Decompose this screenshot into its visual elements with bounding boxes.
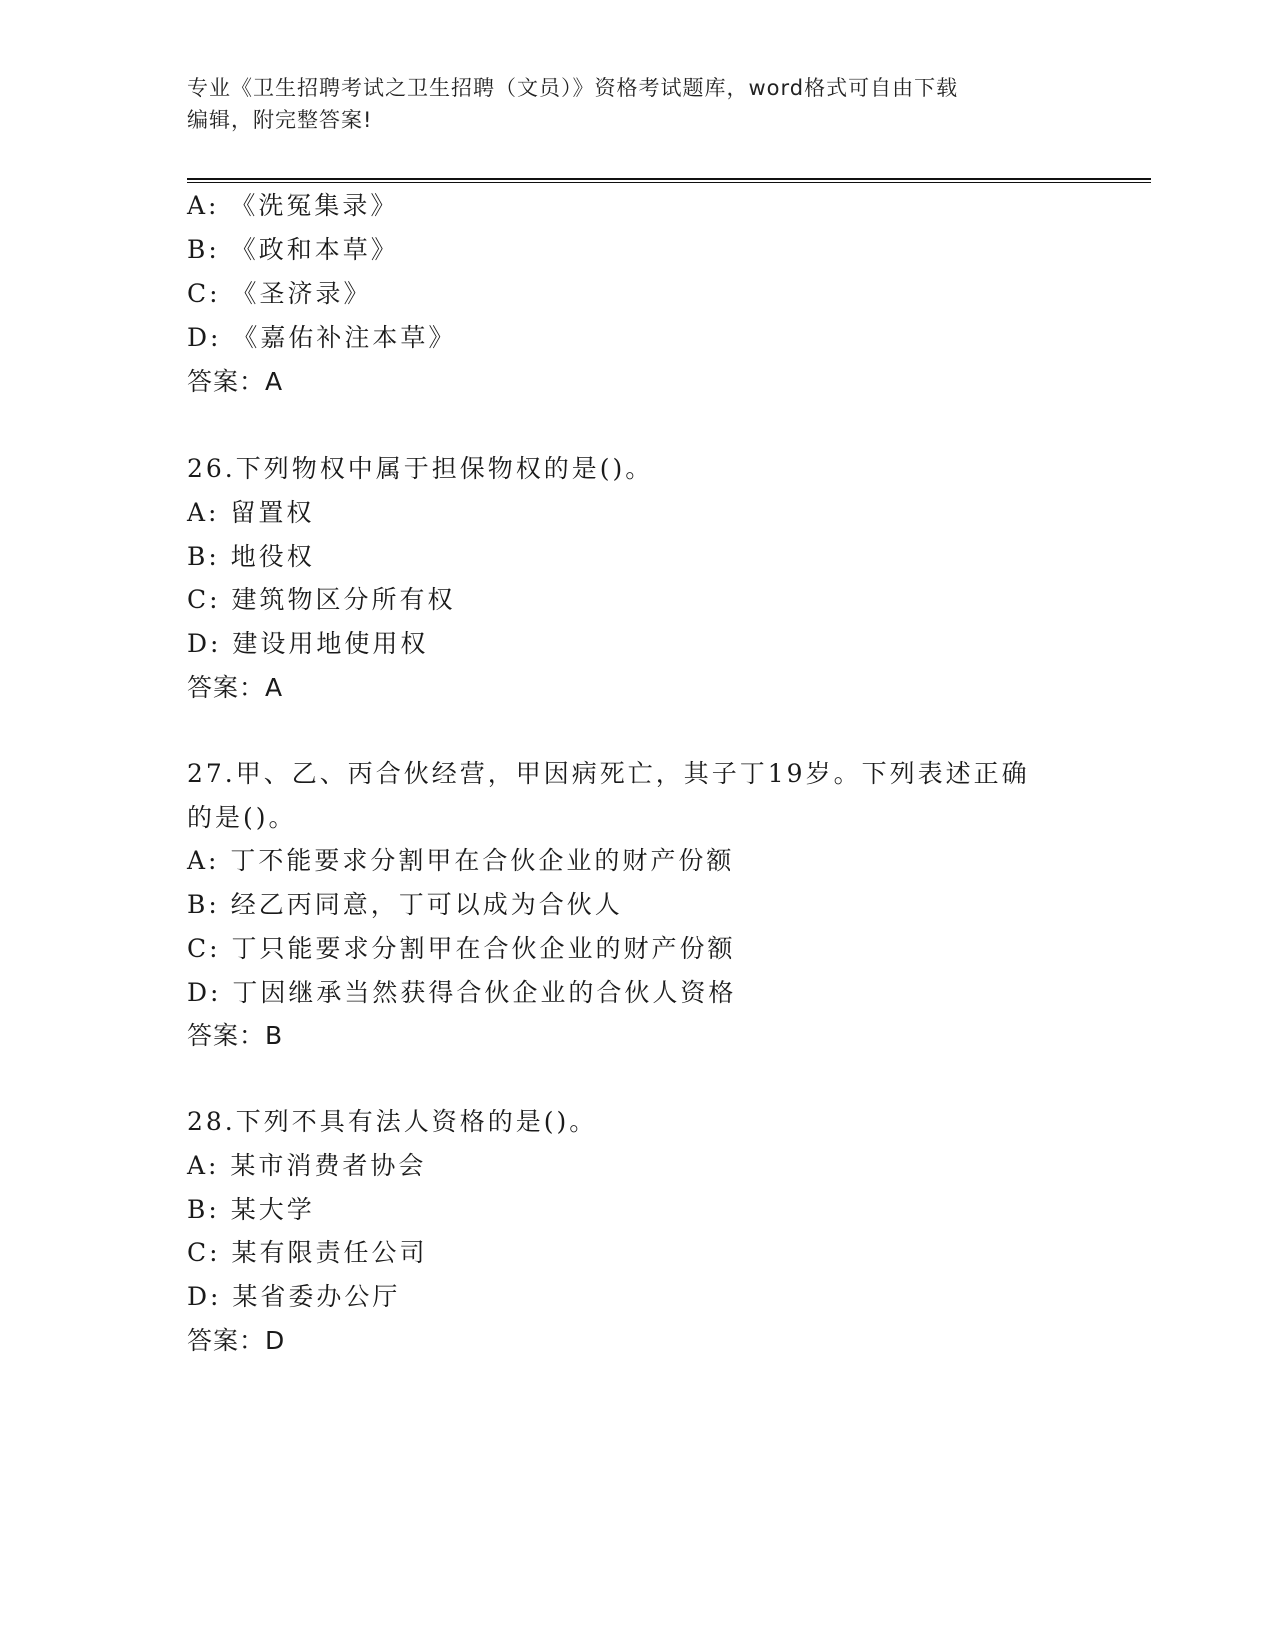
q26-option-d: D: 建设用地使用权 [187,629,429,658]
q26-option-b: B: 地役权 [187,542,315,571]
q28-option-c: C: 某有限责任公司 [187,1238,428,1267]
q25-option-a: A: 《洗冤集录》 [187,191,399,220]
q26-answer: 答案：A [187,673,284,702]
q28-option-d: D: 某省委办公厅 [187,1282,401,1311]
q27-answer: 答案：B [187,1021,284,1050]
q28-answer: 答案：D [187,1326,286,1355]
q26-question: 26.下列物权中属于担保物权的是()。 [187,454,654,483]
q27-question-line-1: 27.甲、乙、丙合伙经营，甲因病死亡，其子丁19岁。下列表述正确 [187,759,1030,788]
q25-answer: 答案：A [187,367,284,396]
q27-option-d: D: 丁因继承当然获得合伙企业的合伙人资格 [187,978,737,1007]
document-header [187,72,1147,136]
header-title-line-1: 专业《卫生招聘考试之卫生招聘（文员）》资格考试题库，word格式可自由下载 [187,76,959,100]
q27-question-line-2: 的是()。 [187,803,297,832]
header-divider [187,178,1151,183]
q28-question: 28.下列不具有法人资格的是()。 [187,1107,598,1136]
q28-option-a: A: 某市消费者协会 [187,1151,427,1180]
q25-option-d: D: 《嘉佑补注本草》 [187,323,457,352]
q27-option-a: A: 丁不能要求分割甲在合伙企业的财产份额 [187,846,735,875]
q27-option-b: B: 经乙丙同意，丁可以成为合伙人 [187,890,623,919]
q26-option-a: A: 留置权 [187,498,315,527]
q27-option-c: C: 丁只能要求分割甲在合伙企业的财产份额 [187,934,736,963]
q28-option-b: B: 某大学 [187,1195,315,1224]
q26-option-c: C: 建筑物区分所有权 [187,585,456,614]
q25-option-c: C: 《圣济录》 [187,279,372,308]
q25-option-b: B: 《政和本草》 [187,235,399,264]
header-title-line-2: 编辑，附完整答案! [187,108,373,132]
